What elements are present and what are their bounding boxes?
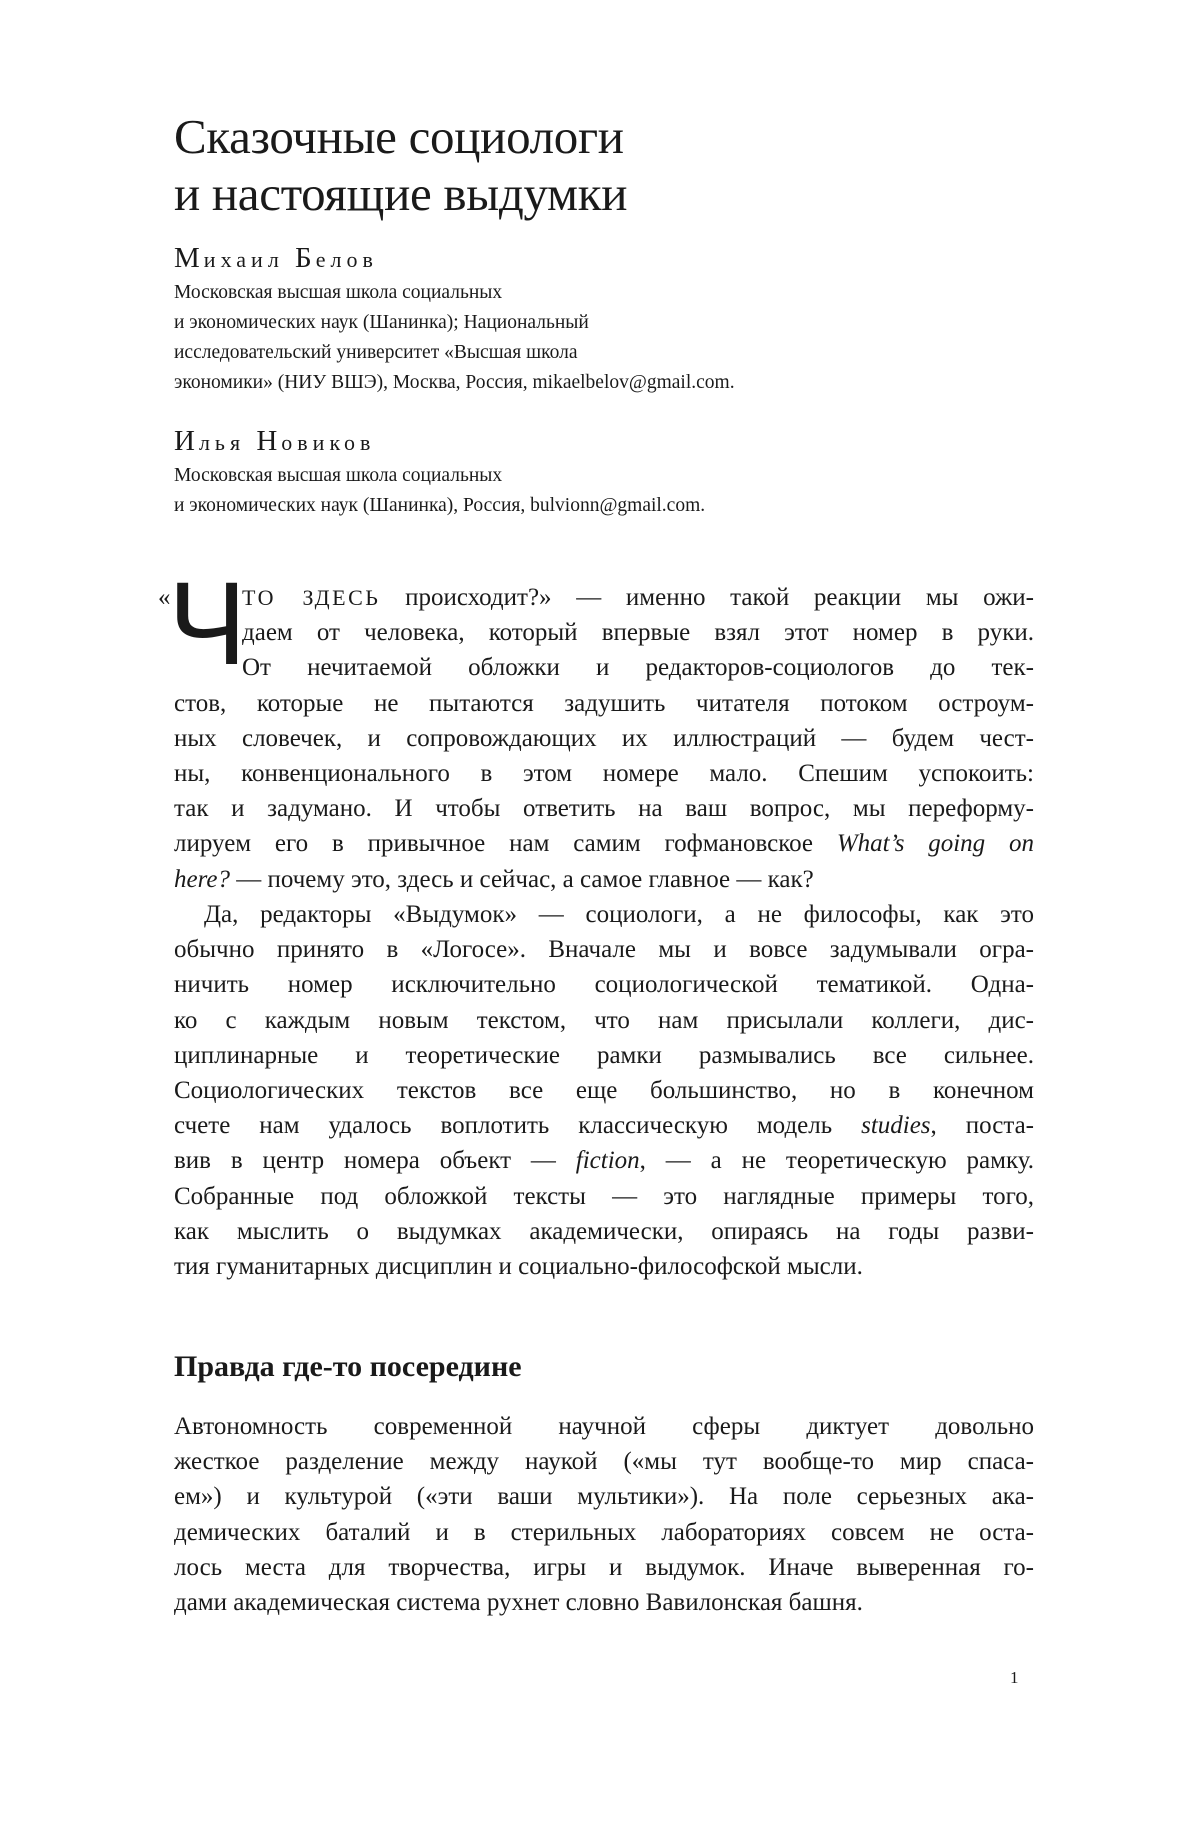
text-line: жесткое разделение между наукой («мы тут вообще-то мир спаса- — [174, 1448, 1034, 1476]
author-block-1 — [174, 240, 1034, 398]
text-line: тия гуманитарных дисциплин и социально-философской мысли. — [174, 1253, 863, 1281]
text-line: ТО ЗДЕСЬ происходит?» — именно такой реакции мы ожи- — [242, 584, 1035, 611]
text-line: так и задумано. И чтобы ответить на ваш вопрос, мы переформу- — [174, 795, 1034, 823]
text-line: счете нам удалось воплотить классическую модель studies, поста- — [174, 1112, 1034, 1140]
author-block-2 — [174, 423, 1034, 521]
page-number: 1 — [1010, 1668, 1019, 1687]
text-line: циплинарные и теоретические рамки размывались все сильнее. — [174, 1041, 1034, 1069]
text-line: лось места для творчества, игры и выдумок. Иначе выверенная го- — [174, 1553, 1034, 1581]
opening-quote: « — [158, 584, 171, 611]
text-line: Автономность современной научной сферы диктует довольно — [174, 1413, 1034, 1440]
text-line: как мыслить о выдумках академически, опираясь на годы разви- — [174, 1217, 1034, 1245]
section-heading: Правда где-то посередине — [174, 1350, 522, 1383]
text-line: демических баталий и в стерильных лабораториях совсем не оста- — [174, 1518, 1034, 1546]
intro-paragraph — [158, 558, 1035, 897]
author-name: Илья Новиков — [174, 425, 376, 457]
title-line: и настоящие выдумки — [174, 166, 628, 221]
title-line: Сказочные социологи — [174, 109, 624, 164]
text-line: ничить номер исключительно социологической тематикой. Одна- — [174, 971, 1034, 999]
text-line: стов, которые не пытаются задушить читателя потоком остроум- — [174, 689, 1034, 717]
text-line: Собранные под обложкой тексты — это наглядные примеры того, — [174, 1182, 1034, 1210]
text-line: От нечитаемой обложки и редакторов-социологов до тек- — [242, 654, 1034, 682]
author-name: Михаил Белов — [174, 242, 378, 274]
section-paragraph — [174, 1409, 1034, 1620]
text-line: даем от человека, который впервые взял этот номер в руки. — [242, 619, 1034, 647]
text-line: Социологических текстов все еще большинство, но в конечном — [174, 1077, 1034, 1105]
text-line: ем») и культурой («эти ваши мультики»). На поле серьезных ака- — [174, 1483, 1034, 1511]
article-title — [174, 108, 1034, 222]
body-paragraph — [174, 897, 1034, 1284]
text-line: ко с каждым новым текстом, что нам присылали коллеги, дис- — [174, 1006, 1034, 1034]
text-line: вив в центр номера объект — fiction, — а не теоретическую рамку. — [174, 1147, 1034, 1175]
author-affiliation: Московская высшая школа социальных и экономических наук (Шанинка); Национальный исследовательский университет «Высшая школа экономики» (НИУ ВШЭ), Москва, Россия, mikaelbelov@gmail.com. — [174, 282, 735, 393]
text-line: обычно принято в «Логосе». Вначале мы и вовсе задумывали огра- — [174, 936, 1034, 964]
text-line: ных словечек, и сопровождающих их иллюстраций — будем чест- — [174, 724, 1034, 752]
text-line: дами академическая система рухнет словно Вавилонская башня. — [174, 1589, 863, 1617]
text-line: here? — почему это, здесь и сейчас, а самое главное — как? — [174, 865, 814, 893]
text-line: ны, конвенционального в этом номере мало. Спешим успокоить: — [174, 760, 1034, 788]
author-affiliation: Московская высшая школа социальных и экономических наук (Шанинка), Россия, bulvionn@gmail.com. — [174, 465, 706, 516]
text-line: Да, редакторы «Выдумок» — социологи, а не философы, как это — [204, 901, 1034, 928]
drop-cap: Ч — [168, 558, 247, 690]
text-line: лируем его в привычное нам самим гофмановское What’s going on — [174, 830, 1034, 858]
